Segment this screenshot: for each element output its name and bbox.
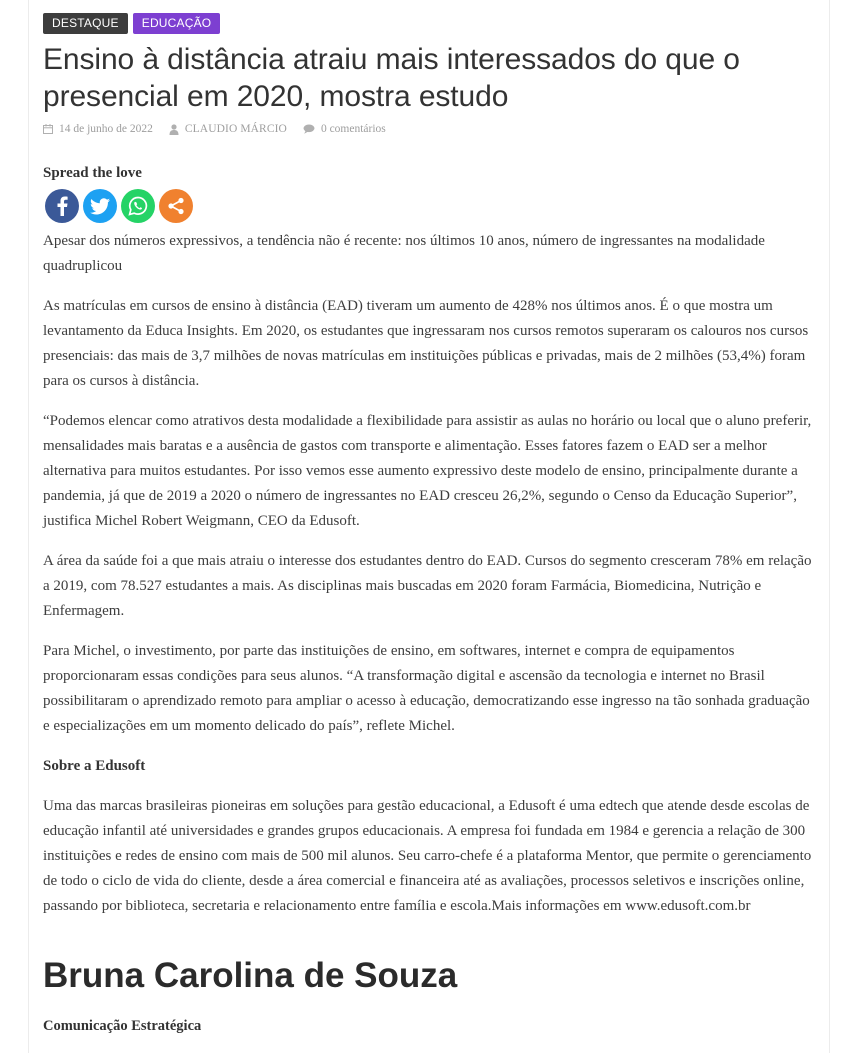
whatsapp-icon [128, 196, 148, 216]
share-heading: Spread the love [43, 165, 142, 181]
article-meta [43, 123, 402, 135]
meta-date-text: 14 de junho de 2022 [59, 123, 153, 135]
about-paragraph: Uma das marcas brasileiras pioneiras em soluções para gestão educacional, a Edusoft é uma edtech que atende desde escolas de educação infantil até universidades e grandes grupos educacionais. A empresa foi fundada em 1984 e gerencia a relação de 300 instituições e redes de ensino com mais de 500 mil alunos. Seu carro-chefe é a plataforma Mentor, que permite o gerenciamento de todo o ciclo de vida do cliente, desde a área comercial e financeira até as avaliações, processos seletivos e inscrições online, passando por biblioteca, secretaria e relacionamento entre família e escola.Mais informações em www.edusoft.com.br [43, 798, 812, 914]
calendar-icon [43, 124, 53, 134]
share-twitter-button[interactable] [83, 189, 117, 223]
facebook-icon [55, 196, 69, 216]
meta-comments[interactable] [303, 123, 386, 135]
category-tags [43, 13, 220, 34]
meta-date[interactable] [43, 123, 153, 135]
article-paragraph: Para Michel, o investimento, por parte das instituições de ensino, em softwares, internet e compra de equipamentos proporcionaram essas condições para seus alunos. “A transformação digital e ascensão da tecnologia e internet no Brasil possibilitaram o aprendizado remoto para ampliar o acesso à educação, democratizando esse ingresso na tão sonhada graduação e especializações em um momento delicado do país”, reflete Michel. [43, 643, 810, 734]
tag-destaque[interactable]: DESTAQUE [43, 13, 128, 34]
user-icon [169, 124, 179, 135]
share-buttons [45, 189, 193, 223]
share-more-button[interactable] [159, 189, 193, 223]
contact-role: Comunicação Estratégica [43, 1018, 202, 1034]
about-heading: Sobre a Edusoft [43, 758, 146, 774]
share-facebook-button[interactable] [45, 189, 79, 223]
share-icon [167, 197, 185, 215]
article-paragraph: “Podemos elencar como atrativos desta modalidade a flexibilidade para assistir as aulas no horário ou local que o aluno preferir, mensalidades mais baratas e a ausência de gastos com transporte e alimentação. Esses fatores fazem o EAD ser a melhor alternativa para muitos estudantes. Por isso vemos esse aumento expressivo deste modelo de ensino, principalmente durante a pandemia, já que de 2019 a 2020 o número de ingressantes no EAD cresceu 26,2%, segundo o Censo da Educação Superior”, justifica Michel Robert Weigmann, CEO da Edusoft. [43, 413, 812, 529]
article-lead: Apesar dos números expressivos, a tendência não é recente: nos últimos 10 anos, número de ingressantes na modalidade quadruplicou [43, 233, 765, 274]
twitter-icon [90, 198, 110, 215]
article-title: Ensino à distância atraiu mais interessados do que o presencial em 2020, mostra estudo [43, 43, 740, 113]
comment-icon [303, 124, 315, 134]
meta-comments-text: 0 comentários [320, 123, 386, 135]
meta-author-text: CLAUDIO MÁRCIO [184, 123, 287, 135]
article-paragraph: As matrículas em cursos de ensino à distância (EAD) tiveram um aumento de 428% nos últimos anos. É o que mostra um levantamento da Educa Insights. Em 2020, os estudantes que ingressaram nos cursos remotos superaram os calouros nos cursos presenciais: das mais de 3,7 milhões de novas matrículas em instituições públicas e privadas, mais de 2 milhões (53,4%) foram para os cursos à distância. [43, 298, 809, 389]
share-whatsapp-button[interactable] [121, 189, 155, 223]
article-body [43, 229, 813, 934]
article-paragraph: A área da saúde foi a que mais atraiu o interesse dos estudantes dentro do EAD. Cursos do segmento cresceram 78% em relação a 2019, com 78.527 estudantes a mais. As disciplinas mais buscadas em 2020 foram Farmácia, Biomedicina, Nutrição e Enfermagem. [43, 553, 812, 619]
tag-educacao[interactable]: EDUCAÇÃO [133, 13, 221, 34]
meta-author[interactable] [169, 123, 287, 135]
contact-name: Bruna Carolina de Souza [43, 956, 458, 995]
